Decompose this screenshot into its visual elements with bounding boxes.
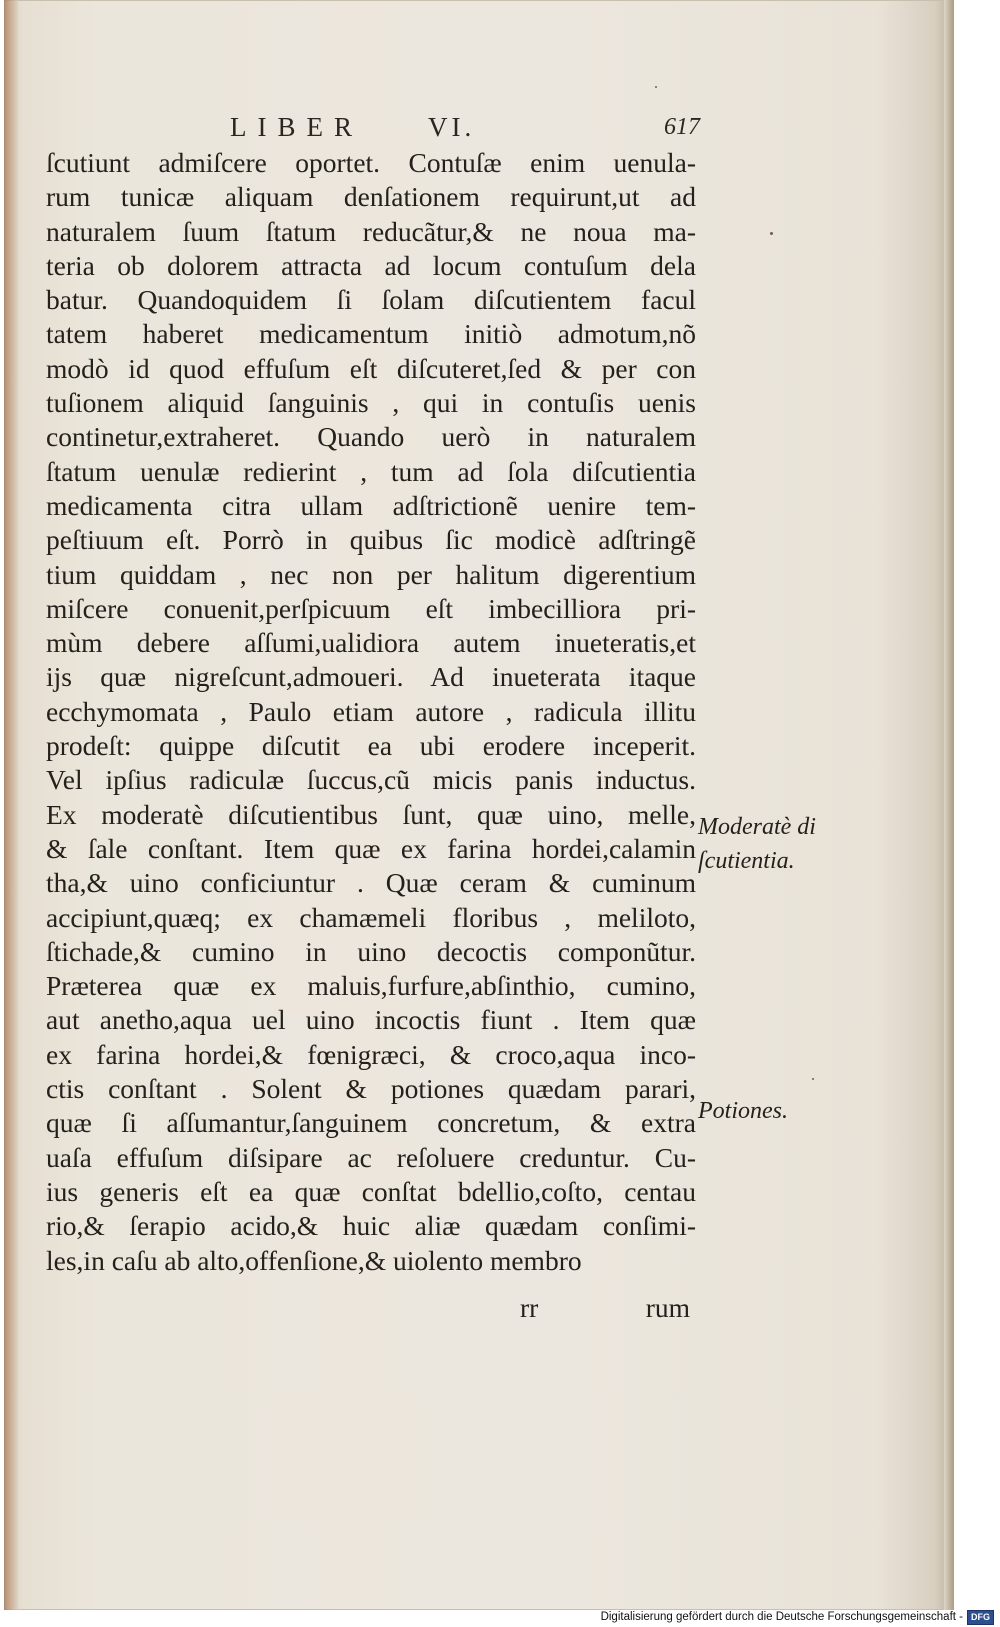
text-line: tha,& uino conficiuntur . Quæ ceram & cuminum bbox=[46, 867, 696, 899]
text-line: accipiunt,quæq; ex chamæmeli floribus , meliloto, bbox=[46, 901, 696, 933]
text-line: continetur,extraheret. Quando uerò in naturalem bbox=[46, 421, 696, 453]
text-line: prodeſt: quippe diſcutit ea ubi erodere inceperit. bbox=[46, 730, 696, 762]
text-line: ſtatum uenulæ redierint , tum ad ſola diſcutientia bbox=[46, 455, 696, 487]
signature-mark: rr bbox=[520, 1292, 539, 1323]
text-line: aut anetho,aqua uel uino incoctis fiunt . Item quæ bbox=[46, 1004, 696, 1036]
paper-speck bbox=[812, 1078, 814, 1080]
text-line: ecchymomata , Paulo etiam autore , radicula illitu bbox=[46, 695, 696, 727]
text-line: tium quiddam , nec non per halitum digerentium bbox=[46, 558, 696, 590]
text-line: mùm debere aſſumi,ualidiora autem inueteratis,et bbox=[46, 627, 696, 659]
running-head bbox=[230, 112, 700, 148]
credit-text: Digitalisierung gefördert durch die Deutsche Forschungsgemeinschaft - bbox=[600, 1611, 963, 1623]
text-line: uaſa effuſum diſsipare ac reſoluere creduntur. Cu- bbox=[46, 1141, 696, 1173]
text-line: ijs quæ nigreſcunt,admoueri. Ad inueterata itaque bbox=[46, 661, 696, 693]
page-binding-edge bbox=[4, 0, 18, 1610]
page-foot bbox=[520, 1292, 690, 1326]
text-line: miſcere conuenit,perſpicuum eſt imbecilliora pri- bbox=[46, 592, 696, 624]
text-line: ſtichade,& cumino in uino decoctis componũtur. bbox=[46, 935, 696, 967]
text-line: batur. Quandoquidem ſi ſolam diſcutientem facul bbox=[46, 284, 696, 316]
text-line: modò id quod effuſum eſt diſcuteret,ſed & per con bbox=[46, 352, 696, 384]
text-line: ſcutiunt admiſcere oportet. Contuſæ enim uenula- bbox=[46, 147, 696, 178]
text-line: ctis conſtant . Solent & potiones quædam parari, bbox=[46, 1073, 696, 1105]
text-line: tuſionem aliquid ſanguinis , qui in contuſis uenis bbox=[46, 387, 696, 419]
text-line: ex farina hordei,& fœnigræci, & croco,aqua inco- bbox=[46, 1038, 696, 1070]
marginal-note-moderate bbox=[698, 810, 816, 878]
text-line: tatem haberet medicamentum initiò admotum,nõ bbox=[46, 318, 696, 350]
paper-speck bbox=[655, 86, 657, 88]
text-line: Vel ipſius radiculæ ſuccus,cũ micis panis inductus. bbox=[46, 764, 696, 796]
text-line: teria ob dolorem attracta ad locum contuſum dela bbox=[46, 249, 696, 281]
text-line: peſtiuum eſt. Porrò in quibus ſic modicè adſtringẽ bbox=[46, 524, 696, 556]
body-text bbox=[46, 146, 696, 1278]
text-line: quæ ſi aſſumantur,ſanguinem concretum, & extra bbox=[46, 1107, 696, 1139]
text-line: naturalem ſuum ſtatum reducãtur,& ne noua ma- bbox=[46, 215, 696, 247]
digitization-credit bbox=[601, 1609, 994, 1625]
marginal-note-line: ſcutientia. bbox=[698, 848, 795, 874]
text-line: rio,& ſerapio acido,& huic aliæ quædam conſimi- bbox=[46, 1210, 696, 1242]
book-number: VI. bbox=[428, 112, 476, 142]
running-title: LIBER bbox=[230, 112, 363, 142]
folio-number: 617 bbox=[664, 114, 700, 140]
marginal-note-line: Potiones. bbox=[698, 1098, 788, 1124]
marginal-note-potiones bbox=[698, 1094, 788, 1128]
text-line: ius generis eſt ea quæ conſtat bdellio,coſto, centau bbox=[46, 1175, 696, 1207]
dfg-logo-icon: DFG bbox=[967, 1610, 994, 1625]
marginal-note-line: Moderatè di bbox=[698, 814, 816, 840]
catchword: rum bbox=[645, 1292, 690, 1323]
text-line: medicamenta citra ullam adſtrictionẽ uenire tem- bbox=[46, 489, 696, 521]
page-fore-edge bbox=[944, 0, 954, 1610]
text-line: rum tunicæ aliquam denſationem requirunt,ut ad bbox=[46, 181, 696, 213]
text-line: Ex moderatè diſcutientibus ſunt, quæ uino, melle, bbox=[46, 798, 696, 830]
paper-speck bbox=[770, 232, 773, 235]
text-line: les,in caſu ab alto,offenſione,& uiolento membro bbox=[46, 1244, 582, 1276]
text-line: & ſale conſtant. Item quæ ex farina hordei,calamin bbox=[46, 832, 696, 864]
text-line: Præterea quæ ex maluis,furfure,abſinthio, cumino, bbox=[46, 970, 696, 1002]
